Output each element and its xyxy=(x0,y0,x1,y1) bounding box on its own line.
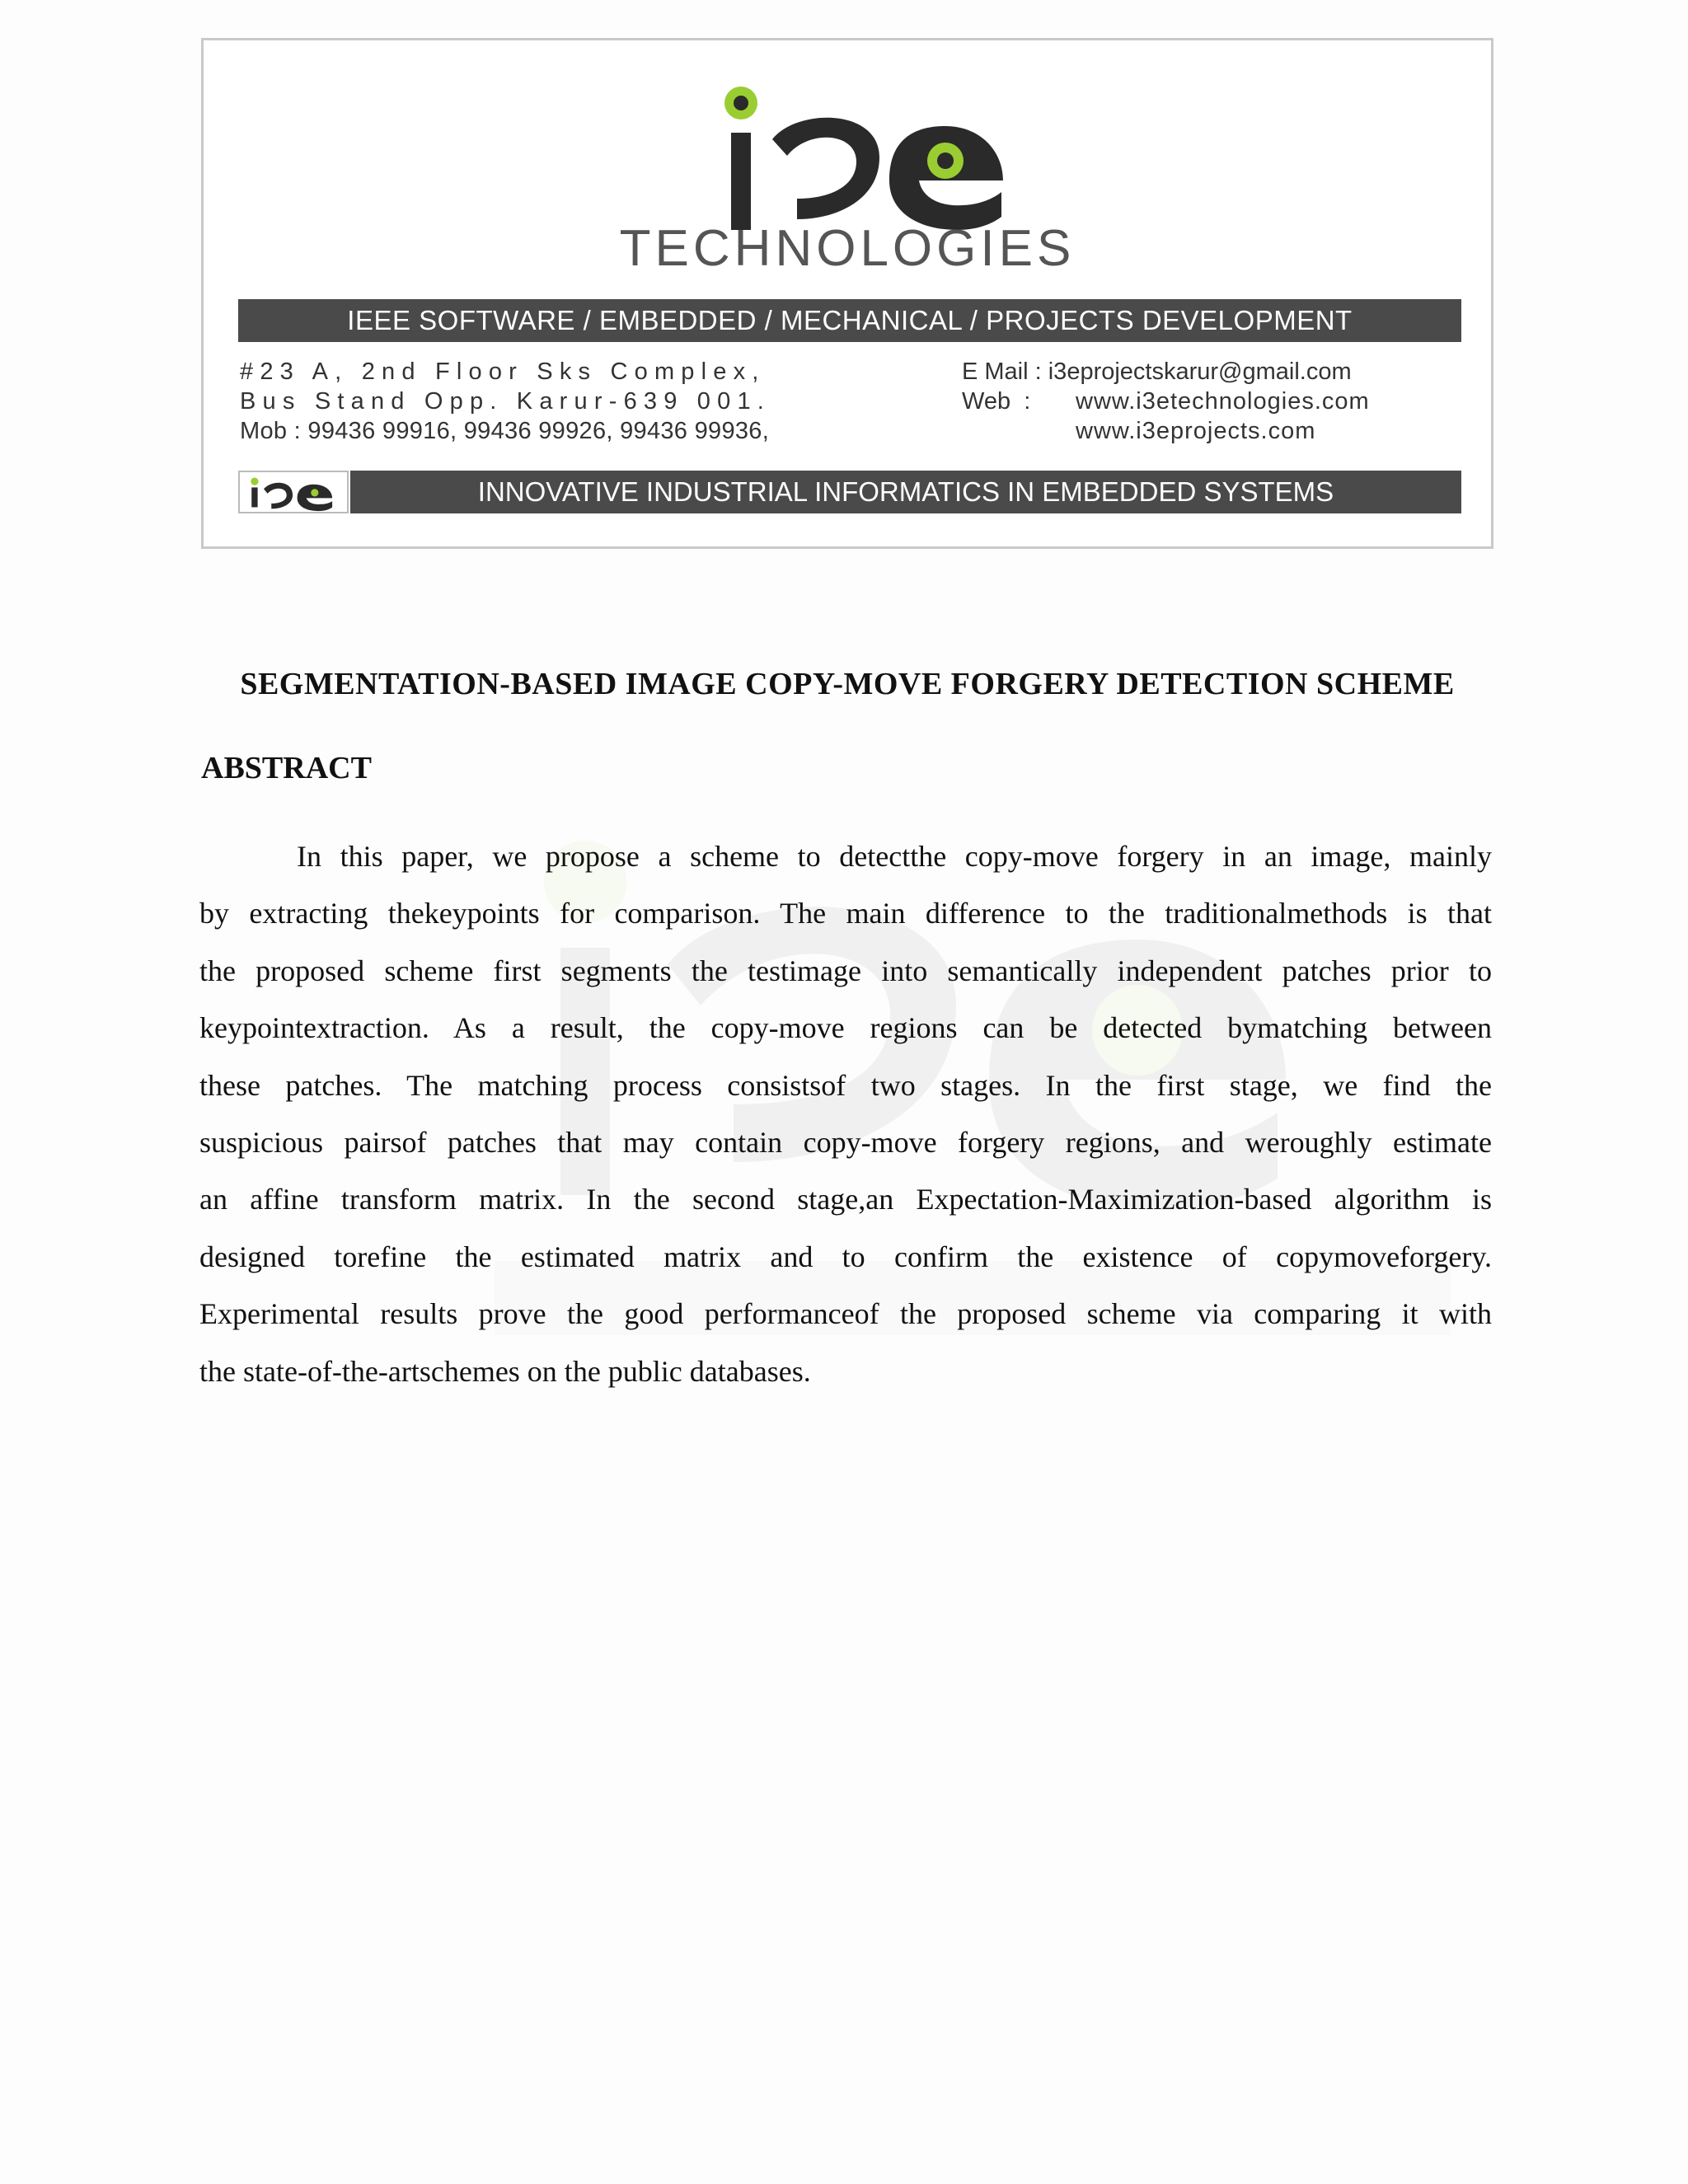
i3e-logo xyxy=(673,75,1020,240)
abstract-line: the proposed scheme first segments the testimage into semantically independent patches prior to xyxy=(199,954,1492,987)
abstract-line: an affine transform matrix. In the second stage,an Expectation-Maximization-based algorithm is xyxy=(199,1183,1492,1216)
address-line-1: #23 A, 2nd Floor Sks Complex, xyxy=(240,359,766,385)
abstract-line: designed torefine the estimated matrix and to confirm the existence of copymoveforgery. xyxy=(199,1240,1492,1273)
letterhead-banner xyxy=(201,38,1493,549)
contact-web-label: Web : xyxy=(962,388,1031,415)
contact-website-1: www.i3etechnologies.com xyxy=(1076,388,1370,415)
abstract-line: Experimental results prove the good performanceof the proposed scheme via comparing it with xyxy=(199,1297,1492,1331)
abstract-line: these patches. The matching process consistsof two stages. In the first stage, we find the xyxy=(199,1068,1492,1102)
abstract-line: the state-of-the-artschemes on the public databases. xyxy=(199,1354,811,1388)
abstract-line: keypointextraction. As a result, the copy-move regions can be detected bymatching between xyxy=(199,1011,1492,1045)
contact-website-2: www.i3eprojects.com xyxy=(1076,418,1316,444)
document-title: SEGMENTATION-BASED IMAGE COPY-MOVE FORGERY DETECTION SCHEME xyxy=(240,667,1455,701)
abstract-line: suspicious pairsof patches that may contain copy-move forgery regions, and weroughly estimate xyxy=(199,1126,1492,1160)
company-name: TECHNOLOGIES xyxy=(619,220,1076,277)
i3e-small-logo xyxy=(238,471,349,513)
abstract-heading: ABSTRACT xyxy=(201,751,372,785)
contact-email: E Mail : i3eprojectskarur@gmail.com xyxy=(962,359,1352,385)
services-bar: IEEE SOFTWARE / EMBEDDED / MECHANICAL / PROJECTS DEVELOPMENT xyxy=(238,299,1461,342)
tagline-bar: INNOVATIVE INDUSTRIAL INFORMATICS IN EMBEDDED SYSTEMS xyxy=(350,471,1461,513)
address-line-2: Bus Stand Opp. Karur-639 001. xyxy=(240,388,771,415)
abstract-paragraph xyxy=(199,828,1492,1400)
abstract-line: In this paper, we propose a scheme to detectthe copy-move forgery in an image, mainly xyxy=(297,840,1492,873)
abstract-line: by extracting thekeypoints for comparison. The main difference to the traditionalmethods is that xyxy=(199,897,1492,930)
phone-numbers: Mob : 99436 99916, 99436 99926, 99436 99936, xyxy=(240,418,770,444)
